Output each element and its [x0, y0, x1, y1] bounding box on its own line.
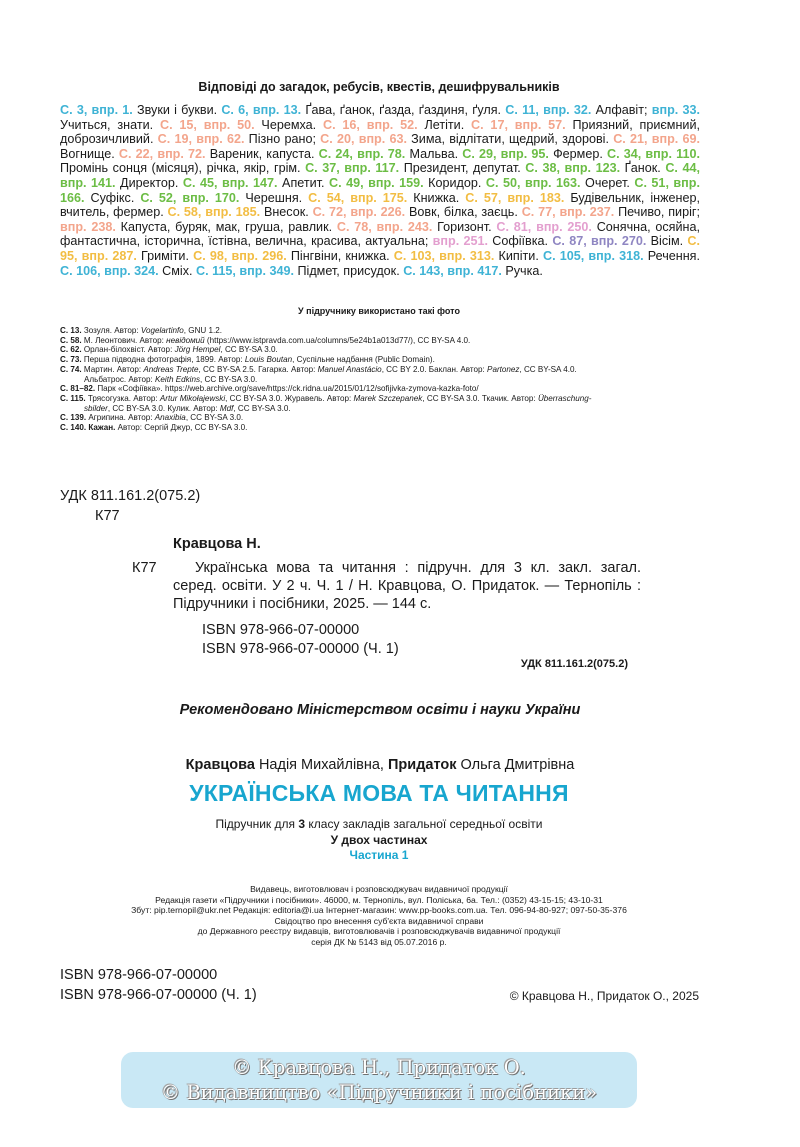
answer-ref: С. 87, впр. 270. — [552, 234, 647, 249]
answer-ref: С. 81, впр. 250. — [496, 219, 592, 234]
answer-ref: С. 72, впр. 226. — [312, 205, 406, 220]
answer-text: Промінь сонця (місяця), річка, якір, грім. — [60, 161, 306, 176]
photo-credit-line — [60, 375, 705, 385]
imprint — [0, 884, 758, 948]
banner-line-2: © Видавництво «Підручники і посібники» — [160, 1081, 598, 1104]
imprint-line: Редакція газети «Підручники і посібники». 46000, м. Тернопіль, вул. Поліська, 6а. Тел.: (0352) 43-15-15; 43-10-31 — [155, 894, 603, 905]
photo-credit-line — [60, 423, 705, 433]
photo-credit-rest: , CC BY-SA 3.0. Журавель. Автор: — [225, 393, 354, 403]
answer-text: Гриміти. — [136, 248, 194, 263]
recommendation: Рекомендовано Міністерством освіти і науки України — [179, 702, 581, 718]
photo-credit-author: Andreas Trepte — [143, 364, 199, 374]
photo-credit-rest: , CC BY-SA 3.0. Кулик. Автор: — [107, 403, 220, 413]
photo-credit-rest2: , CC BY-SA 3.0. Ткачик. Автор: — [422, 393, 538, 403]
answer-text: Вісім. — [646, 234, 688, 249]
answer-text: Очерет. — [580, 175, 635, 190]
answer-ref: С. 106, впр. 324. — [60, 263, 159, 278]
answers-title: Відповіді до загадок, ребусів, квестів, дешифрувальників — [198, 80, 560, 94]
isbn-bottom-part: ISBN 978-966-07-00000 (Ч. 1) — [60, 987, 257, 1003]
answer-ref: С. 52, впр. 170. — [140, 190, 240, 205]
answer-text: Печиво, пиріг; — [614, 205, 700, 220]
answer-text: Вареник, капуста. — [205, 146, 319, 161]
answer-text: Черемха. — [254, 117, 323, 132]
answer-text: Кипіти. — [494, 248, 543, 263]
photo-credit-text: Альбатрос. Автор: — [84, 374, 156, 384]
answer-text: Горизонт. — [432, 219, 497, 234]
answer-ref: С. 95, впр. 287. — [60, 234, 700, 263]
photo-credit-text: Мартин. Автор: — [81, 364, 144, 374]
photo-credit-line — [60, 384, 705, 394]
photo-credit-text: М. Леонтович. Автор: — [81, 335, 167, 345]
answer-text: Звуки і букви. — [132, 103, 222, 117]
photo-credit-ref: С. 74. — [60, 364, 82, 374]
answer-ref: С. 77, впр. 237. — [521, 205, 615, 220]
photo-credit-text: Перша підводна фотографія, 1899. Автор: — [81, 355, 245, 365]
answer-ref: С. 45, впр. 147. — [182, 175, 278, 190]
answer-text: Капуста, буряк, мак, груша, равлик. — [115, 219, 337, 234]
answer-ref: С. 11, впр. 32. — [505, 103, 592, 117]
photo-credit-author2: Mdf — [219, 403, 234, 413]
imprint-line: Свідоцтво про внесення суб'єкта видавничої справи — [274, 915, 484, 926]
answer-ref: впр. 33. — [651, 103, 700, 117]
answer-text: Учиться, знати. — [60, 117, 160, 132]
answer-ref: С. 38, впр. 123. — [525, 161, 621, 176]
answer-ref: С. 143, впр. 417. — [403, 263, 502, 278]
photo-credit-text: Орлан-білохвіст. Автор: — [81, 345, 175, 355]
photo-credit-ref: С. 58. — [60, 335, 82, 345]
answer-ref: С. 37, впр. 117. — [305, 161, 400, 176]
imprint-line: серія ДК № 5143 від 05.07.2016 р. — [311, 936, 447, 947]
answer-text: Пінгвіни, книжка. — [286, 248, 394, 263]
photo-credit-text: Парк «Софіївка». https://web.archive.org/save/https://ck.ridna.ua/2015/01/12/sofijivka-zymova-kazka-foto/ — [95, 384, 479, 394]
answer-text: Мальва. — [405, 146, 463, 161]
photo-credit-author: Vogelartinfo — [140, 326, 184, 335]
photo-credit-text: Зозуля. Автор: — [81, 326, 141, 335]
isbn-bottom: ISBN 978-966-07-00000 — [60, 967, 218, 983]
answer-text: Коридор. — [423, 175, 486, 190]
book-title: УКРАЇНСЬКА МОВА ТА ЧИТАННЯ — [189, 780, 569, 806]
photo-credit-line — [60, 355, 705, 365]
author-2-surname: Придаток — [388, 757, 457, 773]
answer-text: Книжка. — [407, 190, 466, 205]
author-1-surname: Кравцова — [185, 757, 255, 773]
answer-ref: С. 17, впр. 57. — [471, 117, 566, 132]
answer-text: Приязний, приємний, доброзичливий. — [60, 117, 700, 147]
photo-credit-line — [60, 413, 705, 423]
answer-ref: С. 34, впр. 110. — [607, 146, 700, 161]
author-2-name: Ольга Дмитрівна — [456, 757, 575, 773]
answer-ref: С. 6, впр. 13. — [221, 103, 302, 117]
answer-text: Черешня. — [239, 190, 309, 205]
author-mark-entry: К77 — [132, 560, 157, 576]
answer-text: Апетит. — [277, 175, 330, 190]
answer-text: Софіївка. — [488, 234, 553, 249]
author-1-name: Надія Михайлівна, — [254, 757, 388, 773]
answer-text: Зима, відлітати, щедрий, здорові. — [406, 132, 614, 147]
banner-line-1: © Кравцова Н., Придаток О. — [232, 1056, 526, 1079]
answer-text: Ґанок. — [620, 161, 666, 176]
photo-credit-ref: С. 73. — [60, 355, 82, 365]
photo-credit-author: Keith Edkins — [155, 374, 201, 384]
answer-text: Летіти. — [417, 117, 472, 132]
answer-text: Речення. — [643, 248, 701, 263]
photo-credit-line — [60, 345, 705, 355]
photo-credit-ref: С. 115. — [60, 393, 86, 403]
photo-credit-rest2: , CC BY-SA 3.0. — [233, 403, 291, 413]
answer-ref: С. 19, впр. 62. — [157, 132, 245, 147]
answer-ref: С. 20, впр. 63. — [320, 132, 407, 147]
photos-title: У підручнику використано такі фото — [298, 306, 460, 316]
photo-credit-ref: С. 81–82. — [60, 384, 96, 394]
answer-ref: С. 105, впр. 318. — [543, 248, 644, 263]
answer-ref: С. 49, впр. 159. — [329, 175, 424, 190]
photo-credit-text: Автор: Сергій Джур, CC BY-SA 3.0. — [115, 423, 248, 433]
photo-credit-ref: С. 13. — [60, 326, 82, 335]
answer-text: Президент, депутат. — [399, 161, 526, 176]
answers-text — [60, 103, 700, 278]
photo-credit-author: невідомий — [166, 335, 205, 345]
photo-credit-line — [60, 326, 705, 336]
catalog-author: Кравцова Н. — [173, 536, 261, 552]
udk-code: УДК 811.161.2(075.2) — [60, 488, 201, 504]
answer-ref: С. 115, впр. 349. — [196, 263, 294, 278]
photo-credit-line — [60, 336, 705, 346]
photo-credit-ref: С. 139. — [60, 413, 87, 423]
answer-text: Ручка. — [501, 263, 543, 278]
photo-credit-author2: Manuel Anastácio — [317, 364, 382, 374]
answer-text: Внесок. — [260, 205, 313, 220]
answer-text: Алфавіт; — [591, 103, 652, 117]
photo-credit-author: Artur Mikołajewski — [159, 393, 226, 403]
answer-text: Сонячна, осяйна, фантастична, історична, їстівна, велична, красива, актуальна; — [60, 219, 700, 249]
photo-credit-rest: , Суспільне надбання (Public Domain). — [292, 355, 435, 365]
answer-ref: С. 3, впр. 1. — [60, 103, 133, 117]
answer-ref: С. 22, впр. 72. — [118, 146, 206, 161]
photo-credits — [60, 326, 705, 433]
photo-credit-author3: Überraschung- — [537, 393, 592, 403]
answer-ref: С. 58, впр. 185. — [167, 205, 261, 220]
photo-credit-line — [60, 394, 705, 404]
answer-text: Підмет, присудок. — [293, 263, 404, 278]
answer-ref: С. 44, впр. 141. — [60, 161, 700, 190]
answer-ref: впр. 251. — [432, 234, 488, 249]
photo-credit-text: Трясогузка. Автор: — [85, 393, 160, 403]
photo-credit-rest: , CC BY-SA 3.0. — [200, 374, 258, 384]
photo-credit-rest: , GNU 1.2. — [183, 326, 223, 335]
photo-credit-author: sbilder — [84, 403, 108, 413]
photo-credit-ref: С. 62. — [60, 345, 82, 355]
imprint-line: Збут: pip.ternopil@ukr.net Редакція: editoria@i.ua Інтернет-магазин: www.pp-books.com.ua. Тел. 096-94-80-927; 097-50-35-376 — [131, 905, 627, 916]
book-subtitle — [0, 817, 758, 831]
answer-ref: С. 24, впр. 78. — [318, 146, 406, 161]
photo-credit-line — [60, 404, 705, 414]
photo-credit-author: Jörg Hempel — [174, 345, 221, 355]
subtitle-post: класу закладів загальної середньої освіти — [305, 817, 543, 831]
answer-ref: С. 15, впр. 50. — [159, 117, 255, 132]
authors-line — [0, 757, 760, 773]
answer-ref: С. 50, впр. 163. — [485, 175, 581, 190]
copyright-banner — [121, 1052, 637, 1108]
photo-credit-ref: С. 140. Кажан. — [60, 423, 116, 433]
photo-credit-rest2: , CC BY 2.0. Баклан. Автор: — [381, 364, 488, 374]
catalog-isbn: ISBN 978-966-07-00000 — [202, 622, 360, 638]
answer-ref: С. 51, впр. 166. — [60, 175, 700, 205]
answer-ref: С. 78, впр. 243. — [336, 219, 433, 234]
imprint-line: Видавець, виготовлювач і розповсюджувач видавничої продукції — [250, 884, 508, 894]
imprint-line: до Державного реєстру видавців, виготовлювачів і розповсюджувачів видавничої продукції — [197, 926, 561, 937]
copyright-notice: © Кравцова Н., Придаток О., 2025 — [509, 989, 699, 1003]
answer-ref: С. 57, впр. 183. — [465, 190, 565, 205]
answer-ref: С. 103, впр. 313. — [393, 248, 495, 263]
book-parts: У двох частинах — [330, 833, 428, 847]
answer-text: Вогнище. — [60, 146, 119, 161]
catalog-isbn-part: ISBN 978-966-07-00000 (Ч. 1) — [202, 641, 399, 657]
photo-credit-rest: , CC BY-SA 3.0. — [220, 345, 278, 355]
answer-text: Ґава, ґанок, ґазда, ґаздиня, ґуля. — [301, 103, 506, 117]
answer-text: Фермер. — [548, 146, 607, 161]
answer-ref: С. 98, впр. 296. — [193, 248, 287, 263]
catalog-description: Українська мова та читання : підручн. для 3 кл. закл. загал. серед. освіти. У 2 ч. Ч. 1 / Н. Кравцова, О. Придаток. — Тернопіль : Підручники і посібники, 2025. — 144 с. — [173, 560, 641, 612]
photo-credit-text: Агрипина. Автор: — [86, 413, 155, 423]
photo-credit-rest3: , CC BY-SA 4.0. — [519, 364, 577, 374]
photo-credit-line — [60, 365, 705, 375]
answer-text: Будівельник, інженер, вчитель, фермер. — [60, 190, 701, 220]
answer-text: Вовк, білка, заєць. — [405, 205, 522, 220]
answer-text: Директор. — [115, 175, 183, 190]
photo-credit-author: Louis Boutan — [244, 355, 293, 365]
answer-ref: С. 29, впр. 95. — [462, 146, 549, 161]
answer-ref: С. 16, впр. 52. — [323, 117, 418, 132]
photo-credit-author: Anaxibia — [154, 413, 186, 423]
udk-code-right: УДК 811.161.2(075.2) — [520, 658, 628, 670]
answer-ref: впр. 238. — [60, 219, 116, 234]
photo-credit-rest: (https://www.istpravda.com.ua/columns/5e24b1a013d77/), CC BY-SA 4.0. — [204, 335, 471, 345]
answer-text: Пізно рано; — [244, 132, 321, 147]
answer-text: Суфікс. — [84, 190, 141, 205]
photo-credit-author2: Marek Szczepanek — [353, 393, 423, 403]
answer-text: Сміх. — [158, 263, 197, 278]
answer-ref: С. 54, впр. 175. — [308, 190, 408, 205]
subtitle-grade: 3 — [298, 817, 306, 831]
photo-credit-rest: , CC BY-SA 2.5. Гагарка. Автор: — [198, 364, 318, 374]
book-part-number: Частина 1 — [349, 848, 409, 862]
photo-credit-rest: , CC BY-SA 3.0. — [185, 413, 244, 423]
author-mark: К77 — [95, 508, 120, 524]
answer-ref: С. 21, впр. 69. — [613, 132, 700, 147]
photo-credit-author3: Partonez — [487, 364, 520, 374]
subtitle-pre: Підручник для — [215, 817, 299, 831]
